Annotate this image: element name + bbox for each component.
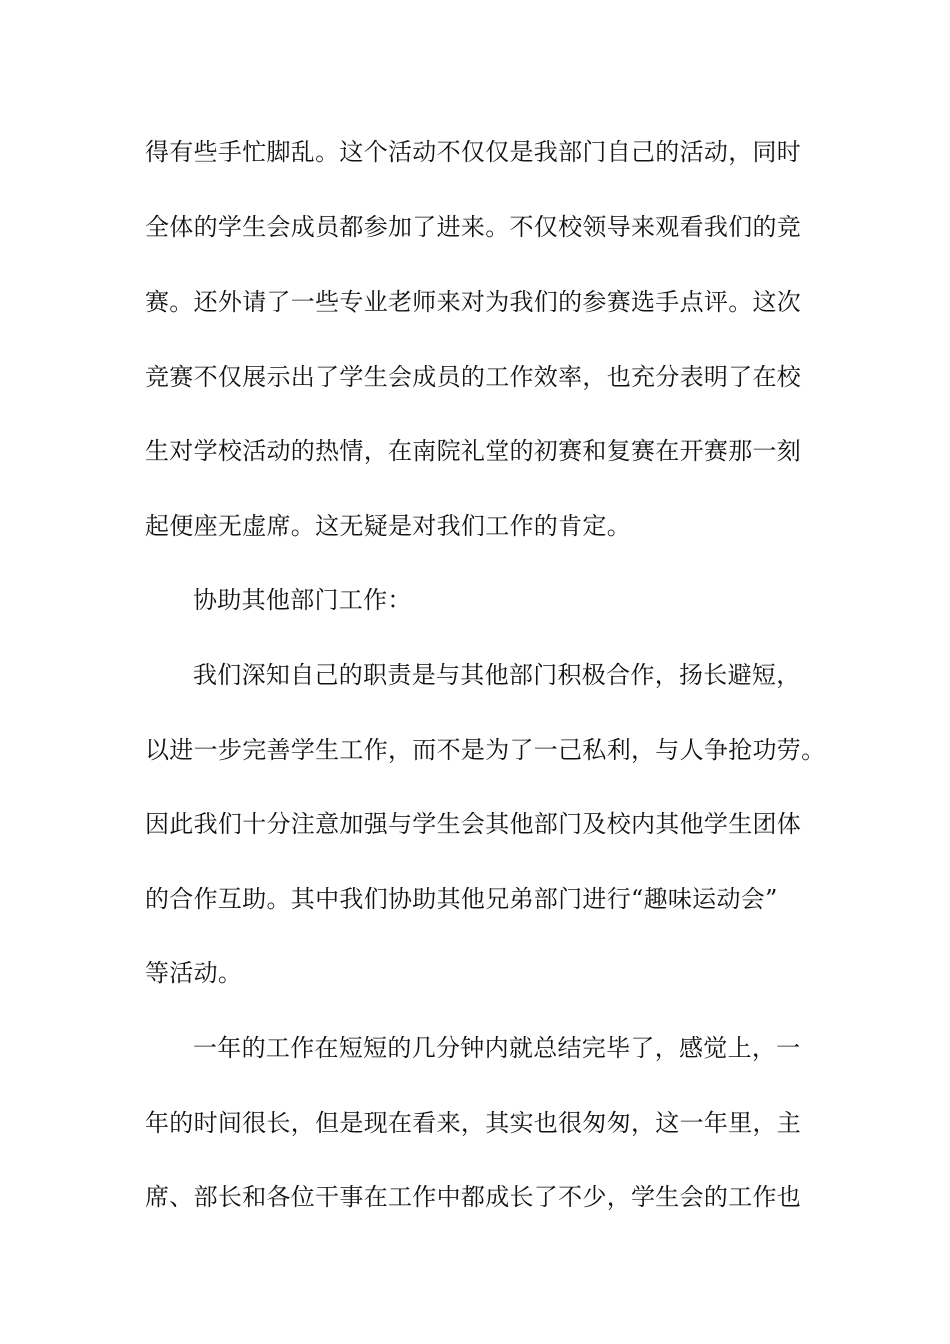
text-line: 一年的工作在短短的几分钟内就总结完毕了，感觉上，一: [193, 1034, 801, 1062]
text-line: 生对学校活动的热情，在南院礼堂的初赛和复赛在开赛那一刻: [145, 437, 802, 465]
text-line: 等活动。: [145, 959, 243, 987]
text-line: 的合作互助。其中我们协助其他兄弟部门进行“趣味运动会”: [145, 885, 778, 913]
text-line: 起便座无虚席。这无疑是对我们工作的肯定。: [145, 512, 631, 540]
section-heading: 协助其他部门工作：: [193, 586, 412, 614]
text-line: 得有些手忙脚乱。这个活动不仅仅是我部门自己的活动，同时: [145, 138, 802, 166]
text-line: 我们深知自己的职责是与其他部门积极合作，扬长避短，: [193, 661, 801, 689]
text-line: 赛。还外请了一些专业老师来对为我们的参赛选手点评。这次: [145, 288, 802, 316]
text-line: 因此我们十分注意加强与学生会其他部门及校内其他学生团体: [145, 810, 802, 838]
text-line: 全体的学生会成员都参加了进来。不仅校领导来观看我们的竞: [145, 213, 802, 241]
text-line: 年的时间很长，但是现在看来，其实也很匆匆，这一年里，主: [145, 1109, 802, 1137]
text-line: 竞赛不仅展示出了学生会成员的工作效率，也充分表明了在校: [145, 363, 802, 391]
text-line: 席、部长和各位干事在工作中都成长了不少，学生会的工作也: [145, 1183, 802, 1211]
text-line: 以进一步完善学生工作，而不是为了一己私利，与人争抢功劳。: [145, 736, 826, 764]
